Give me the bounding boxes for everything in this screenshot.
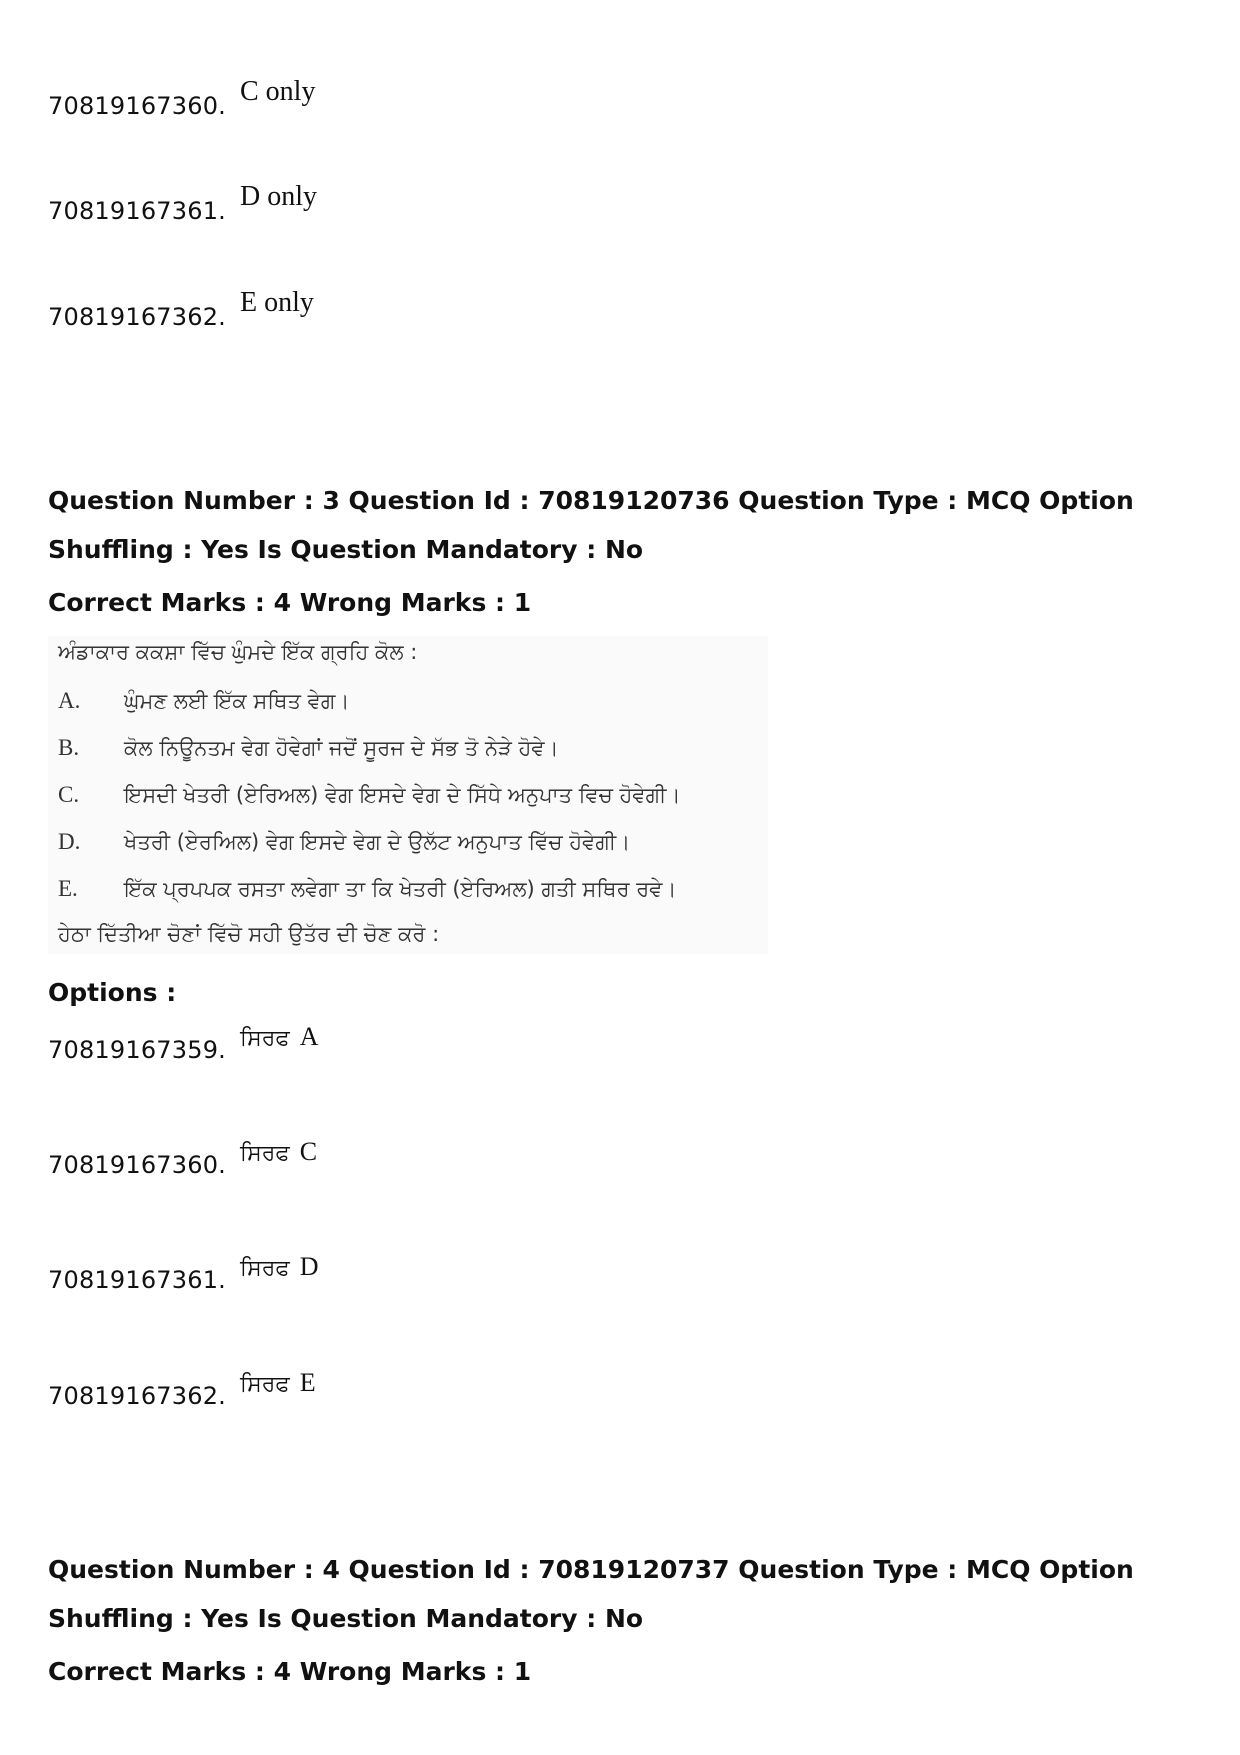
option-row [48,1022,319,1064]
question-header: Question Number : 4 Question Id : 70819120737 Question Type : MCQ Option Shuffling : Yes Is Question Mandatory : No [48,1555,1134,1633]
option-id: 70819167362. [48,1382,226,1410]
item-text: ਇਸਦੀ ਖੇਤਰੀ (ਏਰਿਅਲ) ਵੇਗ ਇਸਦੇ ਵੇਗ ਦੇ ਸਿੱਧੇ ਅਨੁਪਾਤ ਵਿਚ ਹੋਵੇਗੀ। [124,783,681,807]
option-row [48,1252,319,1294]
option-id: 70819167362. [48,303,226,331]
question-item [58,876,677,902]
option-text: ਸਿਰਫ A [240,1022,319,1051]
item-text: ਕੋਲ ਨਿਊਨਤਮ ਵੇਗ ਹੋਵੇਗਾਂ ਜਦੋਂ ਸੂਰਜ ਦੇ ਸੱਭ ਤੋ ਨੇੜੇ ਹੋਵੇ। [124,736,559,760]
item-label: E. [58,876,78,901]
question-header: Question Number : 3 Question Id : 70819120736 Question Type : MCQ Option Shuffling : Yes Is Question Mandatory : No [48,486,1134,564]
question-intro: ਅੰਡਾਕਾਰ ਕਕਸ਼ਾ ਵਿੱਚ ਘੁੰਮਦੇ ਇੱਕ ਗ੍ਰਹਿ ਕੋਲ : [58,640,418,664]
option-text: ਸਿਰਫ E [240,1368,316,1397]
question-item [58,735,559,761]
option-row [48,76,316,120]
item-label: D. [58,829,81,854]
option-id: 70819167360. [48,92,226,120]
option-text: C only [240,76,316,107]
question-item [58,782,681,808]
option-text: ਸਿਰਫ C [240,1137,318,1166]
item-label: C. [58,782,80,807]
question-item [58,829,630,855]
options-label: Options : [48,978,177,1007]
option-row [48,287,314,331]
option-row [48,1137,318,1179]
question-image [48,636,768,954]
item-text: ਖੇਤਰੀ (ਏਰਅਿਲ) ਵੇਗ ਇਸਦੇ ਵੇਗ ਦੇ ਉਲੱਟ ਅਨੁਪਾਤ ਵਿੱਚ ਹੋਵੇਗੀ। [124,830,631,854]
option-row [48,1368,316,1410]
option-id: 70819167359. [48,1036,226,1064]
item-label: A. [58,688,81,713]
question-item [58,688,350,714]
question-outro: ਹੇਠਾ ਦਿੱਤੀਆ ਚੋਣਾਂ ਵਿੱਚੋ ਸਹੀ ਉਤੱਰ ਦੀ ਚੋਣ ਕਰੋ : [58,922,440,946]
question-marks: Correct Marks : 4 Wrong Marks : 1 [48,588,532,617]
item-text: ਘੁੰਮਣ ਲਈ ਇੱਕ ਸਥਿਤ ਵੇਗ। [124,689,350,713]
item-text: ਇੱਕ ਪ੍ਰਪਪਕ ਰਸਤਾ ਲਵੇਗਾ ਤਾ ਕਿ ਖੇਤਰੀ (ਏਰਿਅਲ) ਗਤੀ ਸਥਿਰ ਰਵੇ। [124,877,677,901]
option-id: 70819167360. [48,1151,226,1179]
option-text: D only [240,181,317,212]
option-id: 70819167361. [48,197,226,225]
item-label: B. [58,735,80,760]
option-text: E only [240,287,314,318]
question-marks: Correct Marks : 4 Wrong Marks : 1 [48,1657,532,1686]
option-text: ਸਿਰਫ D [240,1252,319,1281]
option-row [48,181,317,225]
option-id: 70819167361. [48,1266,226,1294]
